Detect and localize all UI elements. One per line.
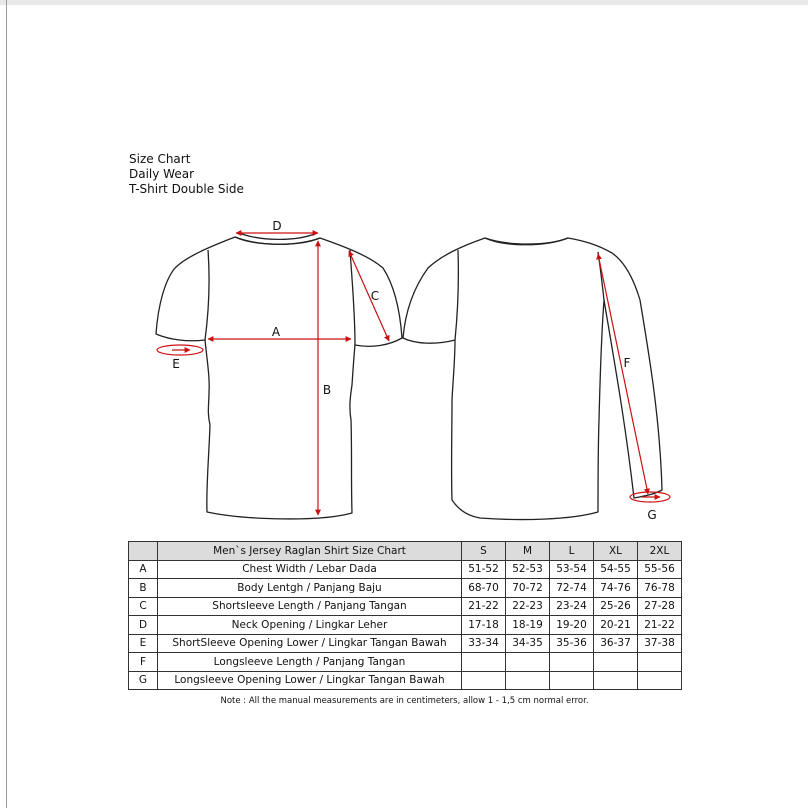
- table-row: [129, 653, 682, 672]
- size-value: 33-34: [462, 634, 506, 653]
- size-value: 34-35: [506, 634, 550, 653]
- row-key: E: [129, 634, 158, 653]
- size-value: 72-74: [550, 579, 594, 598]
- row-name: Longsleeve Length / Panjang Tangan: [158, 653, 462, 672]
- size-header-l: L: [550, 542, 594, 561]
- size-value: [506, 671, 550, 690]
- heading-line-3: T-Shirt Double Side: [129, 182, 244, 196]
- size-value: [550, 671, 594, 690]
- size-value: [638, 671, 682, 690]
- size-value: 21-22: [462, 597, 506, 616]
- table-row: [129, 579, 682, 598]
- size-header-xl: XL: [594, 542, 638, 561]
- size-value: 17-18: [462, 616, 506, 635]
- label-g: G: [647, 508, 657, 522]
- heading-line-1: Size Chart: [129, 152, 191, 166]
- label-b: B: [322, 383, 332, 397]
- size-value: 52-53: [506, 560, 550, 579]
- table-row: [129, 671, 682, 690]
- row-name: Neck Opening / Lingkar Leher: [158, 616, 462, 635]
- heading-line-2: Daily Wear: [129, 167, 195, 181]
- row-name: ShortSleeve Opening Lower / Lingkar Tangan Bawah: [158, 634, 462, 653]
- front-shirt-outline: [156, 233, 402, 519]
- size-value: 36-37: [594, 634, 638, 653]
- size-value: 21-22: [638, 616, 682, 635]
- size-value: 18-19: [506, 616, 550, 635]
- size-value: [506, 653, 550, 672]
- table-header-row: [129, 542, 682, 561]
- measure-lines: [157, 233, 670, 515]
- row-name: Longsleeve Opening Lower / Lingkar Tangan Bawah: [158, 671, 462, 690]
- table-row: [129, 634, 682, 653]
- size-value: 51-52: [462, 560, 506, 579]
- row-name: Body Lentgh / Panjang Baju: [158, 579, 462, 598]
- size-value: [462, 671, 506, 690]
- measurement-note: Note : All the manual measurements are in centimeters, allow 1 - 1,5 cm normal error.: [220, 696, 589, 706]
- size-value: 70-72: [506, 579, 550, 598]
- row-key: C: [129, 597, 158, 616]
- size-value: [594, 653, 638, 672]
- size-value: 23-24: [550, 597, 594, 616]
- size-value: [462, 653, 506, 672]
- size-value: 27-28: [638, 597, 682, 616]
- label-f: F: [623, 356, 631, 370]
- corner-cell: [129, 542, 158, 561]
- size-header-m: M: [506, 542, 550, 561]
- label-a: A: [271, 325, 281, 339]
- size-value: [638, 653, 682, 672]
- table-title: Men`s Jersey Raglan Shirt Size Chart: [158, 542, 462, 561]
- size-chart-table: [128, 541, 682, 690]
- row-key: A: [129, 560, 158, 579]
- row-key: G: [129, 671, 158, 690]
- size-value: 20-21: [594, 616, 638, 635]
- size-value: 53-54: [550, 560, 594, 579]
- table-row: [129, 560, 682, 579]
- label-c: C: [370, 289, 380, 303]
- size-value: [550, 653, 594, 672]
- label-d: D: [272, 219, 282, 233]
- size-value: 54-55: [594, 560, 638, 579]
- label-e: E: [172, 357, 180, 371]
- size-value: [594, 671, 638, 690]
- size-value: 19-20: [550, 616, 594, 635]
- row-key: B: [129, 579, 158, 598]
- size-value: 74-76: [594, 579, 638, 598]
- size-value: 76-78: [638, 579, 682, 598]
- size-value: 55-56: [638, 560, 682, 579]
- size-header-2xl: 2XL: [638, 542, 682, 561]
- size-header-s: S: [462, 542, 506, 561]
- size-value: 25-26: [594, 597, 638, 616]
- row-key: D: [129, 616, 158, 635]
- size-value: 37-38: [638, 634, 682, 653]
- row-key: F: [129, 653, 158, 672]
- size-value: 68-70: [462, 579, 506, 598]
- measure-line-f: [598, 254, 648, 494]
- back-shirt-outline: [403, 238, 662, 520]
- table-row: [129, 597, 682, 616]
- table-row: [129, 616, 682, 635]
- row-name: Chest Width / Lebar Dada: [158, 560, 462, 579]
- row-name: Shortsleeve Length / Panjang Tangan: [158, 597, 462, 616]
- size-value: 22-23: [506, 597, 550, 616]
- size-value: 35-36: [550, 634, 594, 653]
